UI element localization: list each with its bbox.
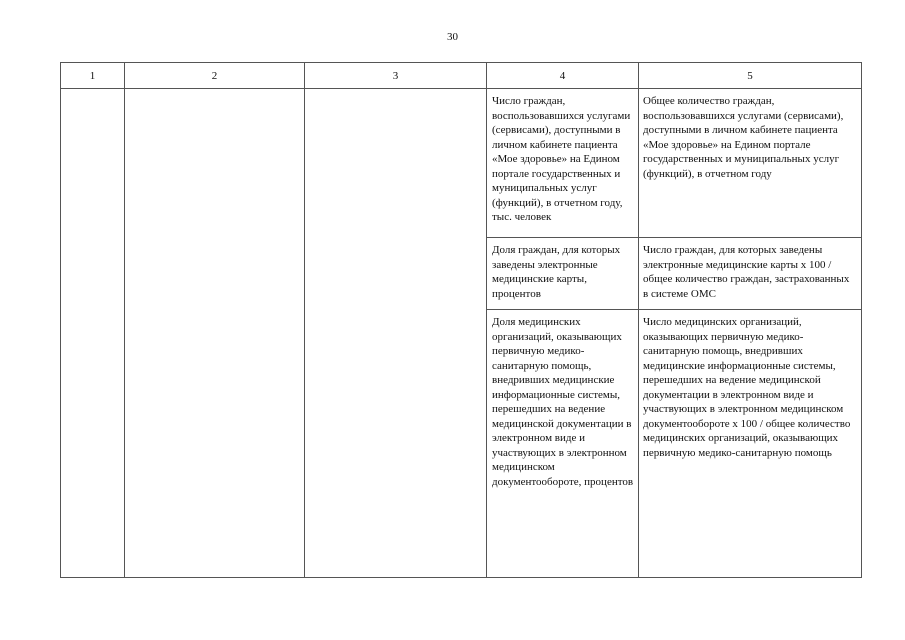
- page-number: 30: [447, 31, 458, 43]
- table-header-row: [61, 63, 862, 89]
- cell-col-3: [305, 89, 487, 578]
- indicator-text: Число граждан, воспользовавшихся услугами (сервисами), доступными в личном кабинете пациента «Мое здоровье» на Едином портале государственных и муниципальных услуг (функций), в отчетном году, тыс. человек: [492, 95, 631, 223]
- header-col-5: 5: [639, 63, 862, 89]
- formula-cell: [639, 310, 862, 578]
- formula-cell: [639, 238, 862, 310]
- header-col-4: 4: [487, 63, 639, 89]
- header-col-1: 1: [61, 63, 125, 89]
- indicator-cell: [487, 310, 639, 578]
- formula-text: Число медицинских организаций, оказывающих первичную медико-санитарную помощь, внедривших медицинские информационные системы, перешедших на ведение медицинской документации в электронном виде и участвующих в электронном медицинском документообороте х 100 / общее количество медицинских организаций, оказывающих первичную медико-санитарную помощь: [643, 316, 851, 459]
- indicator-text: Доля граждан, для которых заведены электронные медицинские карты, процентов: [492, 244, 621, 300]
- formula-text: Число граждан, для которых заведены электронные медицинские карты х 100 / общее количество граждан, застрахованных в системе ОМС: [643, 244, 850, 300]
- indicator-cell: [487, 89, 639, 238]
- indicator-text: Доля медицинских организаций, оказывающих первичную медико-санитарную помощь, внедривших медицинские информационные системы, перешедших на ведение медицинской документации в электронном виде и участвующих в электронном медицинском документообороте, процентов: [492, 316, 634, 488]
- header-col-3: 3: [305, 63, 487, 89]
- document-table: [60, 62, 862, 578]
- cell-col-1: [61, 89, 125, 578]
- cell-col-2: [125, 89, 305, 578]
- indicator-cell: [487, 238, 639, 310]
- header-col-2: 2: [125, 63, 305, 89]
- table-row: [61, 89, 862, 238]
- formula-text: Общее количество граждан, воспользовавшихся услугами (сервисами), доступными в личном кабинете пациента «Мое здоровье» на Едином портале государственных и муниципальных услуг (функций), в отчетном году: [643, 95, 844, 180]
- formula-cell: [639, 89, 862, 238]
